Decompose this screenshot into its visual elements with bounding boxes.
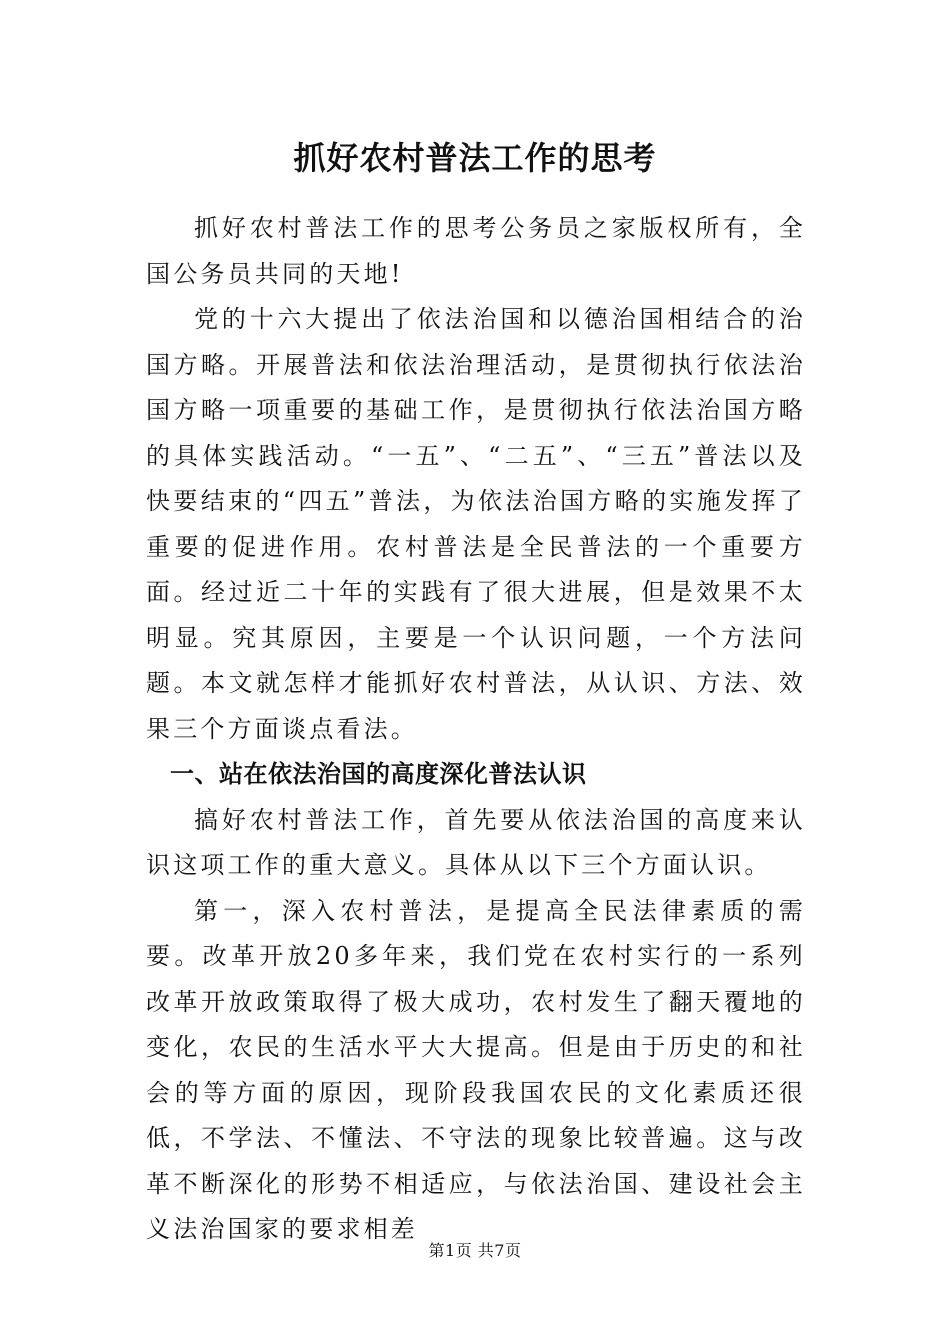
page-number-footer: 第1页 共7页	[428, 1241, 522, 1260]
paragraph: 搞好农村普法工作，首先要从依法治国的高度来认识这项工作的重大意义。具体从以下三个方面认识。	[146, 805, 806, 879]
document-title: 抓好农村普法工作的思考	[293, 139, 657, 177]
paragraph: 党的十六大提出了依法治国和以德治国相结合的治国方略。开展普法和依法治理活动，是贯彻执行依法治国方略一项重要的基础工作，是贯彻执行依法治国方略的具体实践活动。“一五”、“二五”、“三五”普法以及快要结束的“四五”普法，为依法治国方略的实施发挥了重要的促进作用。农村普法是全民普法的一个重要方面。经过近二十年的实践有了很大进展，但是效果不太明显。究其原因，主要是一个认识问题，一个方法问题。本文就怎样才能抓好农村普法，从认识、方法、效果三个方面谈点看法。	[146, 305, 806, 743]
section-heading: 一、站在依法治国的高度深化普法认识	[170, 760, 587, 788]
paragraph: 抓好农村普法工作的思考公务员之家版权所有，全国公务员共同的天地!	[146, 214, 806, 288]
document-body	[146, 206, 806, 1253]
paragraph: 第一，深入农村普法，是提高全民法律素质的需要。改革开放20多年来，我们党在农村实行的一系列改革开放政策取得了极大成功，农村发生了翻天覆地的变化，农民的生活水平大大提高。但是由于历史的和社会的等方面的原因，现阶段我国农民的文化素质还很低，不学法、不懂法、不守法的现象比较普遍。这与改革不断深化的形势不相适应，与依法治国、建设社会主义法治国家的要求相差	[146, 896, 806, 1243]
